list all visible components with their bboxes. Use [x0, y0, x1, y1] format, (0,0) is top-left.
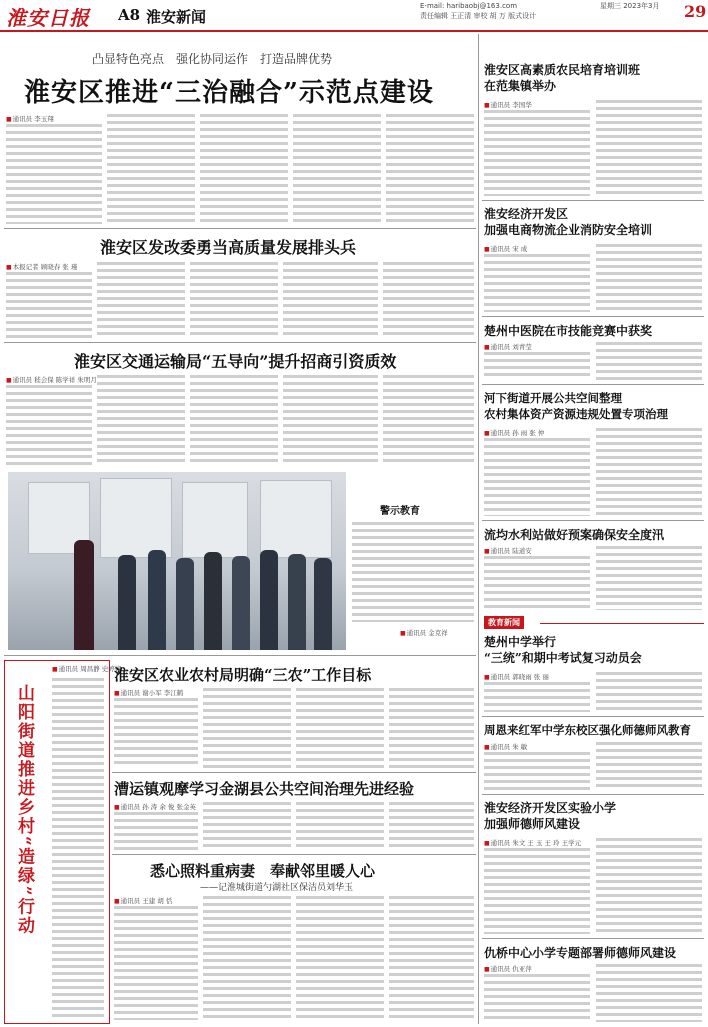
article-caoyun-body — [296, 802, 384, 850]
right-article-8-byline: ■ 通讯员 朱文 王 玉 王 玲 王学元 — [484, 838, 581, 847]
article-liuhuayu-body — [296, 896, 384, 1020]
divider — [482, 794, 704, 795]
section-tag-education: 教育新闻 — [484, 616, 524, 629]
article-liuhuayu-body — [203, 896, 291, 1020]
right-article-7-headline: 周恩来红军中学东校区强化师德师风教育 — [484, 723, 691, 737]
article-liuhuayu-body — [114, 906, 198, 1020]
article-sannong-body — [296, 688, 384, 768]
editor-credits: 责任编辑 王正清 审校 胡 万 版式设计 — [420, 12, 537, 20]
article-fagaiwei-byline: ■ 本报记者 顾晓春 张 瑾 — [6, 262, 77, 271]
right-article-3-byline: ■ 通讯员 刘青莹 — [484, 342, 532, 351]
lead-body-col1 — [6, 124, 102, 224]
right-article-4-byline: ■ 通讯员 孙 雨 张 仲 — [484, 428, 544, 437]
right-article-8-headline: 淮安经济开发区实验小学 加强师德师风建设 — [484, 801, 617, 831]
article-sannong-body — [203, 688, 291, 768]
right-article-6-headline: 楚州中学举行 “三统”和期中考试复习动员会 — [484, 635, 642, 665]
divider — [482, 520, 704, 521]
divider — [540, 623, 704, 624]
right-article-7-body — [596, 742, 702, 790]
right-article-8-body — [484, 848, 590, 934]
divider — [482, 200, 704, 201]
divider — [482, 716, 704, 717]
article-fagaiwei-body — [6, 272, 92, 338]
article-jiaotong-headline: 淮安区交通运输局“五导向”提升招商引资质效 — [74, 352, 397, 371]
article-liuhuayu-body — [389, 896, 474, 1020]
right-article-1-byline: ■ 通讯员 李国华 — [484, 100, 532, 109]
article-caoyun-body — [203, 802, 291, 850]
divider — [482, 938, 704, 939]
right-article-9-body — [596, 964, 702, 1022]
article-jiaotong-body — [6, 385, 92, 465]
right-article-8-body — [596, 838, 702, 934]
right-article-5-headline: 流均水利站做好预案确保安全度汛 — [484, 528, 665, 542]
divider — [4, 655, 476, 656]
page-code: A8 — [118, 6, 141, 24]
article-caoyun-body — [114, 812, 198, 850]
right-article-5-body — [596, 546, 702, 610]
article-jiaotong-body — [283, 375, 378, 465]
right-article-1-body — [596, 100, 702, 196]
section-title: 淮安新闻 — [146, 8, 207, 26]
article-jiaotong-body — [383, 375, 474, 465]
right-article-9-byline: ■ 通讯员 仇亚萍 — [484, 964, 532, 973]
article-jiaotong-byline: ■ 通讯员 嵇会保 陈学祥 朱明月 — [6, 375, 97, 384]
divider — [4, 228, 476, 229]
article-jiaotong-body — [97, 375, 185, 465]
divider — [112, 772, 476, 773]
right-article-6-body — [596, 672, 702, 712]
sidebar-vertical-headline: 山阳街道推进乡村“造绿”行动 — [14, 684, 34, 936]
right-article-5-body — [484, 556, 590, 610]
lead-headline: 淮安区推进“三治融合”示范点建设 — [24, 78, 434, 108]
right-article-9-body — [484, 974, 590, 1022]
right-article-2-body — [596, 244, 702, 312]
article-fagaiwei-body — [383, 262, 474, 338]
divider — [482, 316, 704, 317]
photo-byline: ■ 通讯员 金克祥 — [400, 628, 448, 637]
divider — [4, 342, 476, 343]
lead-body-col4 — [293, 114, 381, 224]
newspaper-logo: 淮安日报 — [6, 6, 90, 30]
article-sannong-body — [114, 698, 198, 768]
right-article-3-body — [596, 342, 702, 380]
right-article-9-headline: 仇桥中心小学专题部署师德师风建设 — [484, 946, 677, 960]
article-sannong-headline: 淮安区农业农村局明确“三农”工作目标 — [114, 666, 372, 684]
page-number: 29 — [684, 2, 707, 21]
sidebar-body — [52, 832, 104, 1018]
article-fagaiwei-body — [283, 262, 378, 338]
column-divider — [478, 34, 479, 1024]
divider — [112, 854, 476, 855]
lead-kicker: 凸显特色亮点 强化协同运作 打造品牌优势 — [92, 52, 333, 66]
article-caoyun-body — [389, 802, 474, 850]
photo-caption-title: 警示教育 — [380, 506, 420, 517]
article-fagaiwei-headline: 淮安区发改委勇当高质量发展排头兵 — [100, 238, 357, 257]
right-article-6-byline: ■ 通讯员 郭晓雨 张 丽 — [484, 672, 549, 681]
article-liuhuayu-subhead: ——记淮城街道勺湖社区保洁员刘华玉 — [200, 883, 354, 893]
lead-body-col2 — [107, 114, 195, 224]
article-sannong-byline: ■ 通讯员 谢小军 李江鹤 — [114, 688, 183, 697]
right-article-2-byline: ■ 通讯员 宋 成 — [484, 244, 527, 253]
article-caoyun-byline: ■ 通讯员 孙 涛 余 俊 张金英 — [114, 802, 196, 811]
right-article-3-body — [484, 352, 590, 380]
right-article-4-headline: 河下街道开展公共空间整理 农村集体资产资源违规处置专项治理 — [484, 391, 668, 421]
divider — [482, 384, 704, 385]
news-photo — [8, 472, 346, 650]
article-jiaotong-body — [190, 375, 278, 465]
right-article-7-byline: ■ 通讯员 朱 敏 — [484, 742, 527, 751]
right-article-3-headline: 楚州中医院在市技能竞赛中获奖 — [484, 324, 653, 338]
right-article-7-body — [484, 752, 590, 790]
right-article-2-headline: 淮安经济开发区 加强电商物流企业消防安全培训 — [484, 207, 653, 237]
email: E-mail: haribaobj@163.com — [420, 2, 518, 10]
article-sannong-body — [389, 688, 474, 768]
lead-body-col5 — [386, 114, 474, 224]
article-fagaiwei-body — [190, 262, 278, 338]
right-article-4-body — [596, 428, 702, 516]
issue-date: 星期三 2023年3月 — [600, 2, 660, 10]
article-liuhuayu-headline: 悉心照料重病妻 奉献邻里暖人心 — [150, 862, 376, 880]
right-article-4-body — [484, 438, 590, 516]
article-caoyun-headline: 漕运镇观摩学习金湖县公共空间治理先进经验 — [114, 780, 415, 798]
right-article-2-body — [484, 254, 590, 312]
right-article-5-byline: ■ 通讯员 陆道安 — [484, 546, 532, 555]
right-article-6-body — [484, 682, 590, 712]
article-fagaiwei-body — [97, 262, 185, 338]
right-article-1-body — [484, 110, 590, 196]
article-liuhuayu-byline: ■ 通讯员 王建 胡 恬 — [114, 896, 172, 905]
right-article-1-headline: 淮安区高素质农民培育培训班 在范集镇举办 — [484, 63, 641, 93]
lead-byline: ■ 通讯员 李玉翔 — [6, 114, 54, 123]
lead-body-col3 — [200, 114, 288, 224]
photo-caption-text — [352, 522, 474, 622]
sidebar-byline: ■ 通讯员 周昌静 史婷婷 — [52, 664, 121, 673]
sidebar-body — [52, 678, 104, 828]
